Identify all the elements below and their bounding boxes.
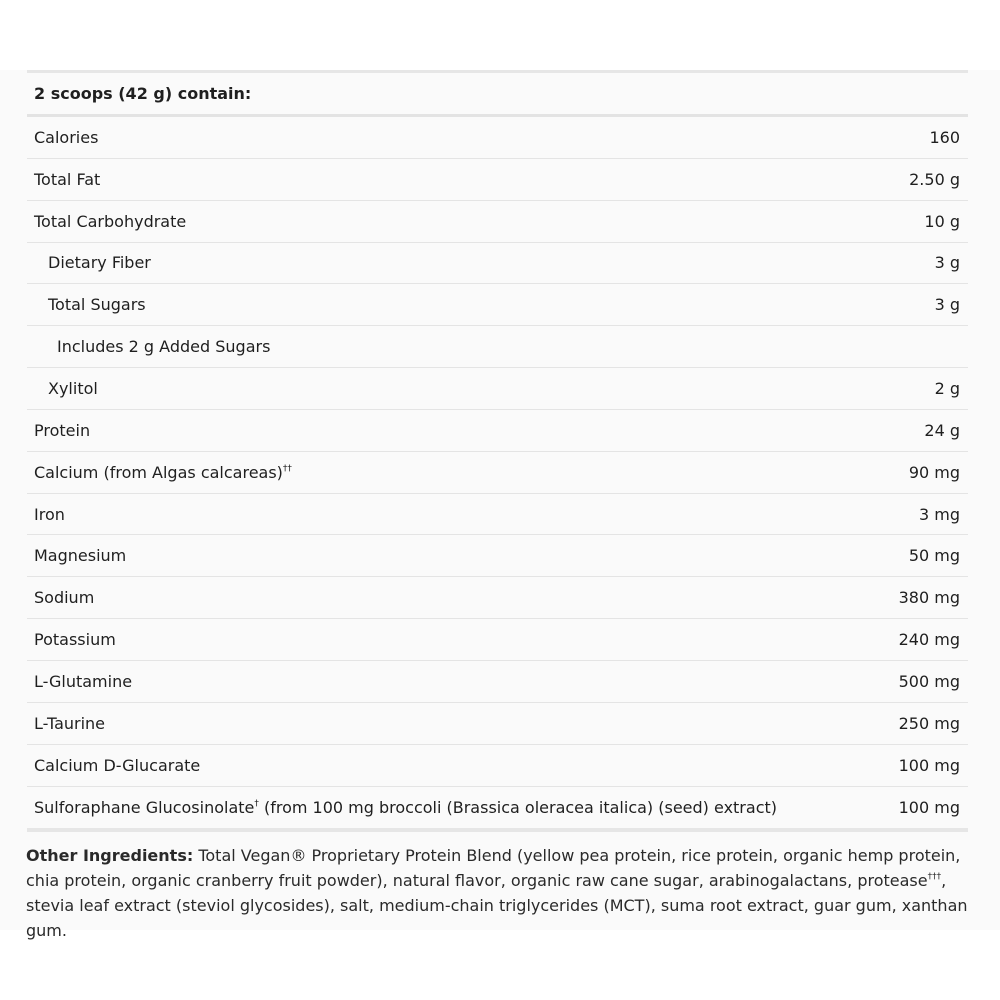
nutrient-name	[27, 714, 105, 733]
nutrient-label: Magnesium	[34, 546, 127, 566]
nutrient-label: Sulforaphane Glucosinolate	[34, 797, 255, 817]
table-row	[27, 661, 968, 703]
nutrient-amount: 2.50 g	[909, 169, 960, 189]
nutrient-amount: 250 mg	[898, 713, 960, 733]
nutrient-name	[27, 798, 777, 817]
other-ingredients-label: Other Ingredients:	[26, 846, 194, 865]
footnote-mark: ††	[282, 463, 292, 474]
nutrient-name	[27, 421, 90, 440]
supplement-facts-table	[27, 70, 968, 832]
nutrient-name	[27, 463, 292, 482]
nutrient-name	[27, 630, 116, 649]
nutrient-amount: 3 g	[934, 253, 960, 273]
nutrient-name	[27, 546, 126, 565]
nutrient-label: Includes 2 g Added Sugars	[57, 337, 271, 357]
nutrient-amount: 50 mg	[908, 546, 960, 566]
table-row	[27, 243, 968, 285]
nutrient-name	[27, 756, 200, 775]
nutrient-amount: 500 mg	[898, 671, 960, 691]
nutrient-name	[27, 672, 132, 691]
nutrient-name	[27, 295, 146, 314]
nutrient-label: Protein	[34, 420, 91, 440]
nutrient-amount: 380 mg	[898, 588, 960, 608]
nutrient-label: Total Sugars	[48, 295, 146, 315]
nutrient-label: Sodium	[34, 588, 95, 608]
nutrient-label: L-Glutamine	[34, 671, 133, 691]
nutrient-name	[27, 253, 151, 272]
nutrient-amount: 90 mg	[908, 462, 960, 482]
nutrient-name	[27, 379, 98, 398]
nutrient-label: Potassium	[34, 630, 116, 650]
nutrient-amount: 10 g	[924, 211, 960, 231]
table-row	[27, 284, 968, 326]
nutrient-amount: 3 g	[934, 295, 960, 315]
footnote-mark: †	[254, 798, 259, 809]
table-row	[27, 619, 968, 661]
table-row	[27, 410, 968, 452]
nutrient-amount: 24 g	[924, 420, 960, 440]
table-row	[27, 535, 968, 577]
nutrient-label: Calcium D-Glucarate	[34, 755, 201, 775]
nutrient-amount: 240 mg	[898, 630, 960, 650]
nutrient-label: Total Fat	[34, 169, 101, 189]
table-row	[27, 452, 968, 494]
nutrient-amount: 3 mg	[918, 504, 960, 524]
nutrient-amount: 100 mg	[898, 755, 960, 775]
table-row	[27, 201, 968, 243]
table-row	[27, 577, 968, 619]
other-ingredients	[26, 843, 976, 943]
nutrient-source: (from 100 mg broccoli (Brassica oleracea italica) (seed) extract)	[258, 797, 777, 817]
nutrient-label: Calcium (from Algas calcareas)	[34, 462, 283, 482]
nutrient-label: Dietary Fiber	[48, 253, 151, 273]
nutrient-label: Xylitol	[48, 378, 98, 398]
nutrient-amount: 100 mg	[898, 797, 960, 817]
nutrient-label: Total Carbohydrate	[34, 211, 187, 231]
nutrient-label: Iron	[34, 504, 65, 524]
other-ingredients-text: Total Vegan® Proprietary Protein Blend (yellow pea protein, rice protein, organic hemp protein, chia protein, organic cranberry fruit powder), natural flavor, organic raw cane sugar, arabinogalactans, protease	[26, 846, 961, 890]
table-row	[27, 703, 968, 745]
nutrient-name	[27, 505, 65, 524]
nutrient-label: L-Taurine	[34, 713, 106, 733]
footnote-mark: †††	[927, 872, 942, 882]
table-row	[27, 368, 968, 410]
nutrient-name	[27, 588, 94, 607]
table-row	[27, 117, 968, 159]
serving-header: 2 scoops (42 g) contain:	[27, 73, 968, 117]
nutrient-label: Calories	[34, 127, 99, 147]
table-row	[27, 787, 968, 829]
table-row	[27, 745, 968, 787]
other-ingredients-text-end: , stevia leaf extract (steviol glycosides), salt, medium-chain triglycerides (MCT), suma root extract, guar gum, xanthan gum.	[26, 871, 968, 940]
nutrient-name	[27, 128, 98, 147]
nutrient-amount: 2 g	[934, 378, 960, 398]
table-row	[27, 159, 968, 201]
nutrient-name	[27, 170, 100, 189]
nutrient-name	[27, 337, 270, 356]
table-row	[27, 494, 968, 536]
facts-rows	[27, 117, 968, 828]
nutrient-name	[27, 212, 186, 231]
table-row	[27, 326, 968, 368]
nutrient-amount: 160	[929, 127, 960, 147]
